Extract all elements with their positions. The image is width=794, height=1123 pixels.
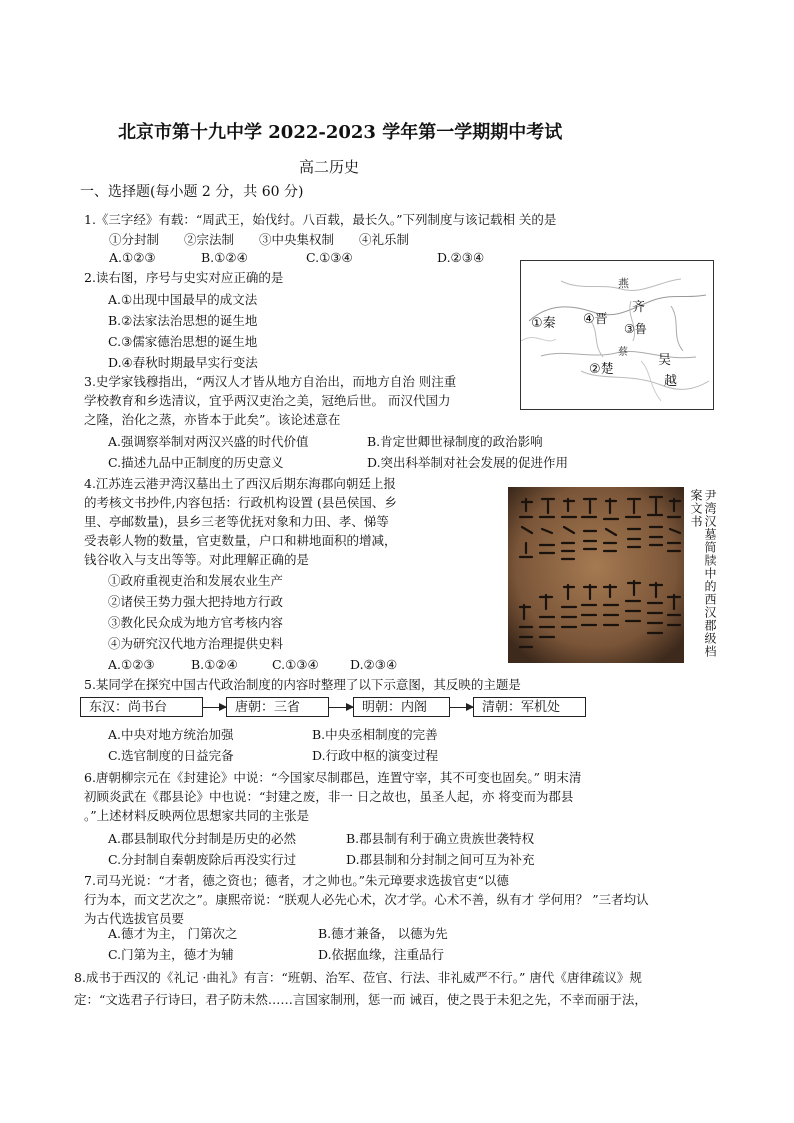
flow-arrow-3	[450, 707, 473, 708]
q3-line-2: 学校教育和乡选清议，宜乎两汉吏治之美，冠绝后世。 而汉代国力	[84, 393, 451, 408]
q6-option-c: C.分封制自秦朝废除后再没实行过	[108, 852, 297, 867]
q4-item-4: ④为研究汉代地方治理提供史料	[108, 636, 284, 651]
map-label-wu: 吴	[658, 353, 672, 368]
q6-line-3: 。”上述材料反映两位思想家共同的主张是	[84, 808, 310, 823]
bamboo-slip-photo	[508, 487, 684, 663]
map-label-chu: ②楚	[589, 362, 614, 377]
warring-states-map	[520, 260, 714, 410]
q2-option-a: A.①出现中国最早的成文法	[108, 292, 258, 307]
q8-line-2: 定：“文选君子行诗曰，君子防未然……言国家制刑，惩一而 诫百，使之畏于未犯之先，不幸而丽于法，	[74, 992, 647, 1007]
q1-option-c: C.①③④	[306, 250, 353, 265]
q7-option-c: C.门第为主，德才为辅	[108, 947, 234, 962]
exam-title: 北京市第十九中学 2022-2023 学年第一学期期中考试	[118, 122, 563, 143]
map-label-yue: 越	[664, 374, 678, 389]
map-drawing	[521, 261, 713, 409]
q2-option-d: D.④春秋时期最早实行变法	[108, 355, 258, 370]
q4-line-4: 受表彰人物的数量，官吏数量，户口和耕地面积的增减，	[84, 533, 397, 548]
q7-line-1: 7.司马光说：“才者，德之资也；德者，才之帅也。”朱元璋要求选拔官吏“以德	[84, 873, 509, 888]
q8-line-1: 8.成书于西汉的《礼记 ·曲礼》有言：“班朝、治军、莅官、行法、非礼威严不行。” 唐代《唐律疏议》规	[74, 970, 642, 985]
subject-title: 高二历史	[299, 158, 360, 176]
q6-line-2: 初顾炎武在《郡县论》中也说：“封建之废，非一 日之故也，虽圣人起，亦 将变而为郡县	[84, 789, 574, 804]
flow-arrow-1	[203, 707, 226, 708]
q5-option-a: A.中央对地方统治加强	[108, 727, 234, 742]
q2-option-b: B.②法家法治思想的诞生地	[108, 313, 258, 328]
q3-option-c: C.描述九品中正制度的历史意义	[108, 455, 284, 470]
map-label-lu: ③鲁	[624, 322, 647, 336]
q4-line-5: 钱谷收入与支出等等。对此理解正确的是	[84, 552, 310, 567]
flow-box-tang: 唐朝：三省	[226, 697, 329, 717]
q4-option-b: B.①②④	[191, 657, 238, 672]
q4-item-1: ①政府重视吏治和发展农业生产	[108, 573, 284, 588]
map-label-jin: ④晋	[583, 312, 608, 327]
q1-option-b: B.①②④	[201, 250, 248, 265]
q5-option-b: B.中央丞相制度的完善	[312, 727, 438, 742]
flow-box-ming: 明朝：内阁	[353, 697, 450, 717]
q5-option-c: C.选官制度的日益完备	[108, 748, 234, 763]
q6-option-b: B.郡县制有利于确立贵族世袭特权	[346, 831, 535, 846]
q3-option-b: B.肯定世卿世禄制度的政治影响	[367, 434, 543, 449]
q4-line-1: 4.江苏连云港尹湾汉墓出土了西汉后期东海郡向朝廷上报	[84, 476, 396, 491]
q6-line-1: 6.唐朝柳宗元在《封建论》中说：“今国家尽制郡邑，连置守宰，其不可变也固矣。” 明末清	[84, 770, 582, 785]
flow-box-qing: 清朝：军机处	[473, 697, 586, 717]
q7-line-2: 行为本，而文艺次之”。康熙帝说：“朕观人必先心术，次才学。心术不善，纵有才 学何用？ ”三者均认	[84, 892, 649, 907]
flow-arrow-2	[329, 707, 353, 708]
q7-line-3: 为古代选拔官员要	[84, 911, 185, 926]
q7-option-b: B.德才兼备， 以德为先	[318, 926, 448, 941]
flow-box-han: 东汉：尚书台	[80, 697, 203, 717]
q1-stem: 1.《三字经》有载：“周武王，始伐纣。八百载，最长久。”下列制度与该记载相 关的是	[84, 212, 557, 227]
q3-line-1: 3.史学家钱穆指出，“两汉人才皆从地方自治出，而地方自治 则注重	[84, 374, 457, 389]
q1-items: ①分封制 ②宗法制 ③中央集权制 ④礼乐制	[109, 232, 410, 247]
q4-line-2: 的考核文书抄件,内容包括：行政机构设置 (县邑侯国、乡	[84, 495, 397, 510]
q5-stem: 5.某同学在探究中国古代政治制度的内容时整理了以下示意图，其反映的主题是	[84, 677, 521, 692]
q2-option-c: C.③儒家德治思想的诞生地	[108, 334, 258, 349]
bamboo-slip-caption: 尹湾汉墓简牍中的西汉郡级档案文书	[689, 489, 717, 658]
q4-item-2: ②诸侯王势力强大把持地方行政	[108, 594, 284, 609]
q4-item-3: ③教化民众成为地方官考核内容	[108, 615, 284, 630]
q3-option-a: A.强调察举制对两汉兴盛的时代价值	[108, 434, 309, 449]
q1-option-d: D.②③④	[437, 250, 485, 265]
map-label-qin: ①秦	[531, 316, 556, 331]
map-label-cai: 蔡	[618, 347, 628, 358]
q6-option-a: A.郡县制取代分封制是历史的必然	[108, 831, 297, 846]
q3-option-d: D.突出科举制对社会发展的促进作用	[367, 455, 569, 470]
q3-line-3: 之隆，治化之蒸，亦皆本于此矣”。该论述意在	[84, 412, 341, 427]
q4-option-c: C.①③④	[272, 657, 319, 672]
q1-option-a: A.①②③	[109, 250, 156, 265]
q4-option-d: D.②③④	[350, 657, 398, 672]
q2-stem: 2.读右图，序号与史实对应正确的是	[84, 270, 284, 285]
q6-option-d: D.郡县制和分封制之间可互为补充	[346, 852, 535, 867]
q4-line-3: 里、亭邮数量)，县乡三老等优抚对象和力田、孝、悌等	[84, 514, 389, 529]
q7-option-a: A.德才为主， 门第次之	[108, 926, 238, 941]
q7-option-d: D.依据血缘，注重品行	[318, 947, 445, 962]
section-heading: 一、选择题(每小题 2 分，共 60 分)	[80, 184, 304, 200]
q5-option-d: D.行政中枢的演变过程	[312, 748, 439, 763]
bamboo-slip-drawing	[508, 487, 684, 663]
map-label-qi: 齐	[632, 300, 646, 315]
map-label-yan: 燕	[618, 277, 629, 290]
q4-option-a: A.①②③	[108, 657, 155, 672]
